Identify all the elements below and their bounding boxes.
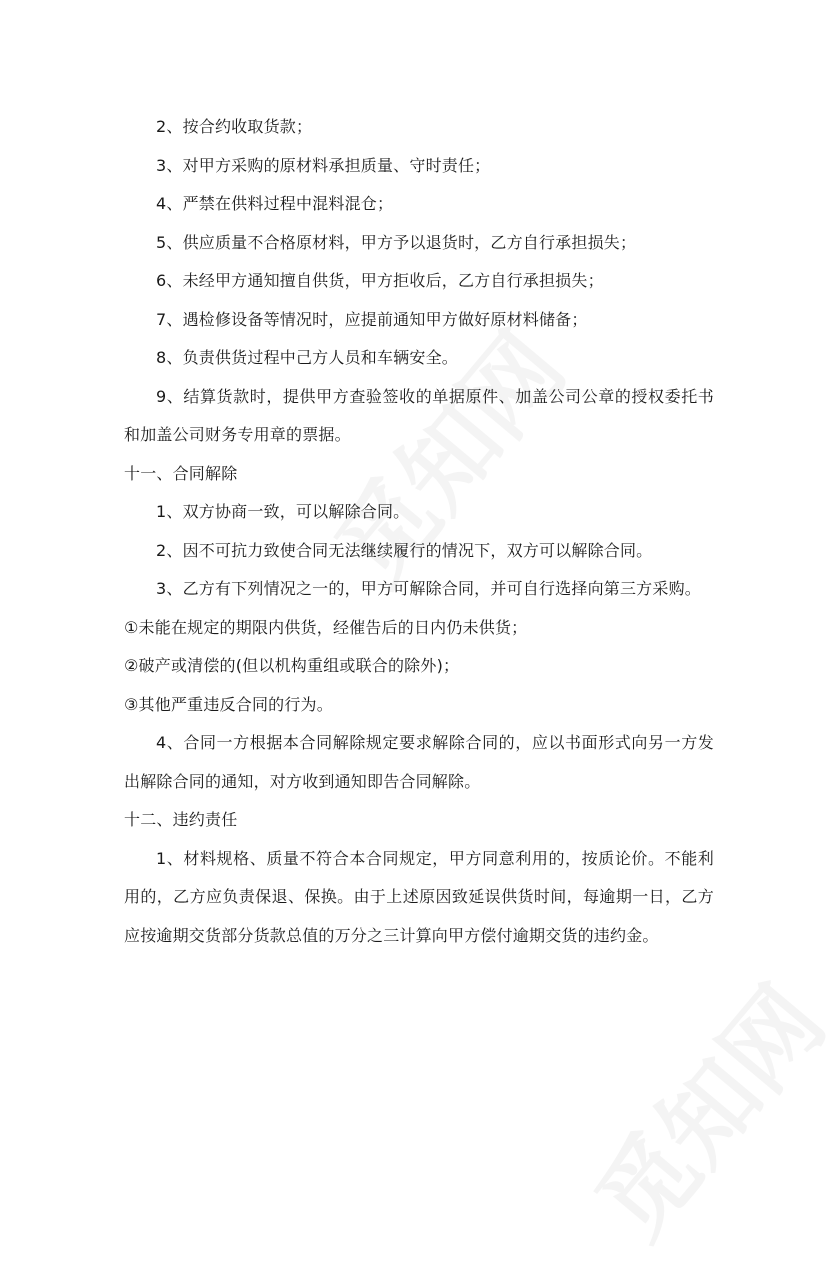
section-heading: 十二、违约责任 xyxy=(124,810,238,829)
document-body xyxy=(124,108,714,955)
list-item: ③其他严重违反合同的行为。 xyxy=(124,694,333,714)
section-heading: 十一、合同解除 xyxy=(124,463,238,483)
paragraph: 5、供应质量不合格原材料，甲方予以退货时，乙方自行承担损失； xyxy=(156,232,637,252)
paragraph: 8、负责供货过程中己方人员和车辆安全。 xyxy=(156,348,458,367)
paragraph: 6、未经甲方通知擅自供货，甲方拒收后，乙方自行承担损失； xyxy=(156,271,604,290)
paragraph: 1、材料规格、质量不符合本合同规定，甲方同意利用的，按质论价。不能利用的，乙方应负责保退、保换。由于上述原因致延误供货时间，每逾期一日，乙方应按逾期交货部分货款总值的万分之三计算向甲方偿付逾期交货的违约金。 xyxy=(124,848,714,945)
paragraph: 9、结算货款时，提供甲方查验签收的单据原件、加盖公司公章的授权委托书和加盖公司财务专用章的票据。 xyxy=(124,386,714,444)
list-item: ①未能在规定的期限内供货，经催告后的日内仍未供货； xyxy=(124,617,528,637)
paragraph: 2、按合约收取货款； xyxy=(156,117,313,136)
paragraph: 7、遇检修设备等情况时，应提前通知甲方做好原材料储备； xyxy=(156,309,588,329)
paragraph: 3、对甲方采购的原材料承担质量、守时责任； xyxy=(156,155,491,175)
list-item: ②破产或清偿的(但以机构重组或联合的除外)； xyxy=(124,656,460,675)
paragraph: 1、双方协商一致，可以解除合同。 xyxy=(156,502,410,521)
paragraph: 4、严禁在供料过程中混料混仓； xyxy=(156,194,394,213)
paragraph: 3、乙方有下列情况之一的，甲方可解除合同，并可自行选择向第三方采购。 xyxy=(156,579,701,598)
watermark xyxy=(560,953,830,1262)
paragraph: 4、合同一方根据本合同解除规定要求解除合同的，应以书面形式向另一方发出解除合同的通知，对方收到通知即告合同解除。 xyxy=(124,733,714,791)
paragraph: 2、因不可抗力致使合同无法继续履行的情况下，双方可以解除合同。 xyxy=(156,540,653,560)
